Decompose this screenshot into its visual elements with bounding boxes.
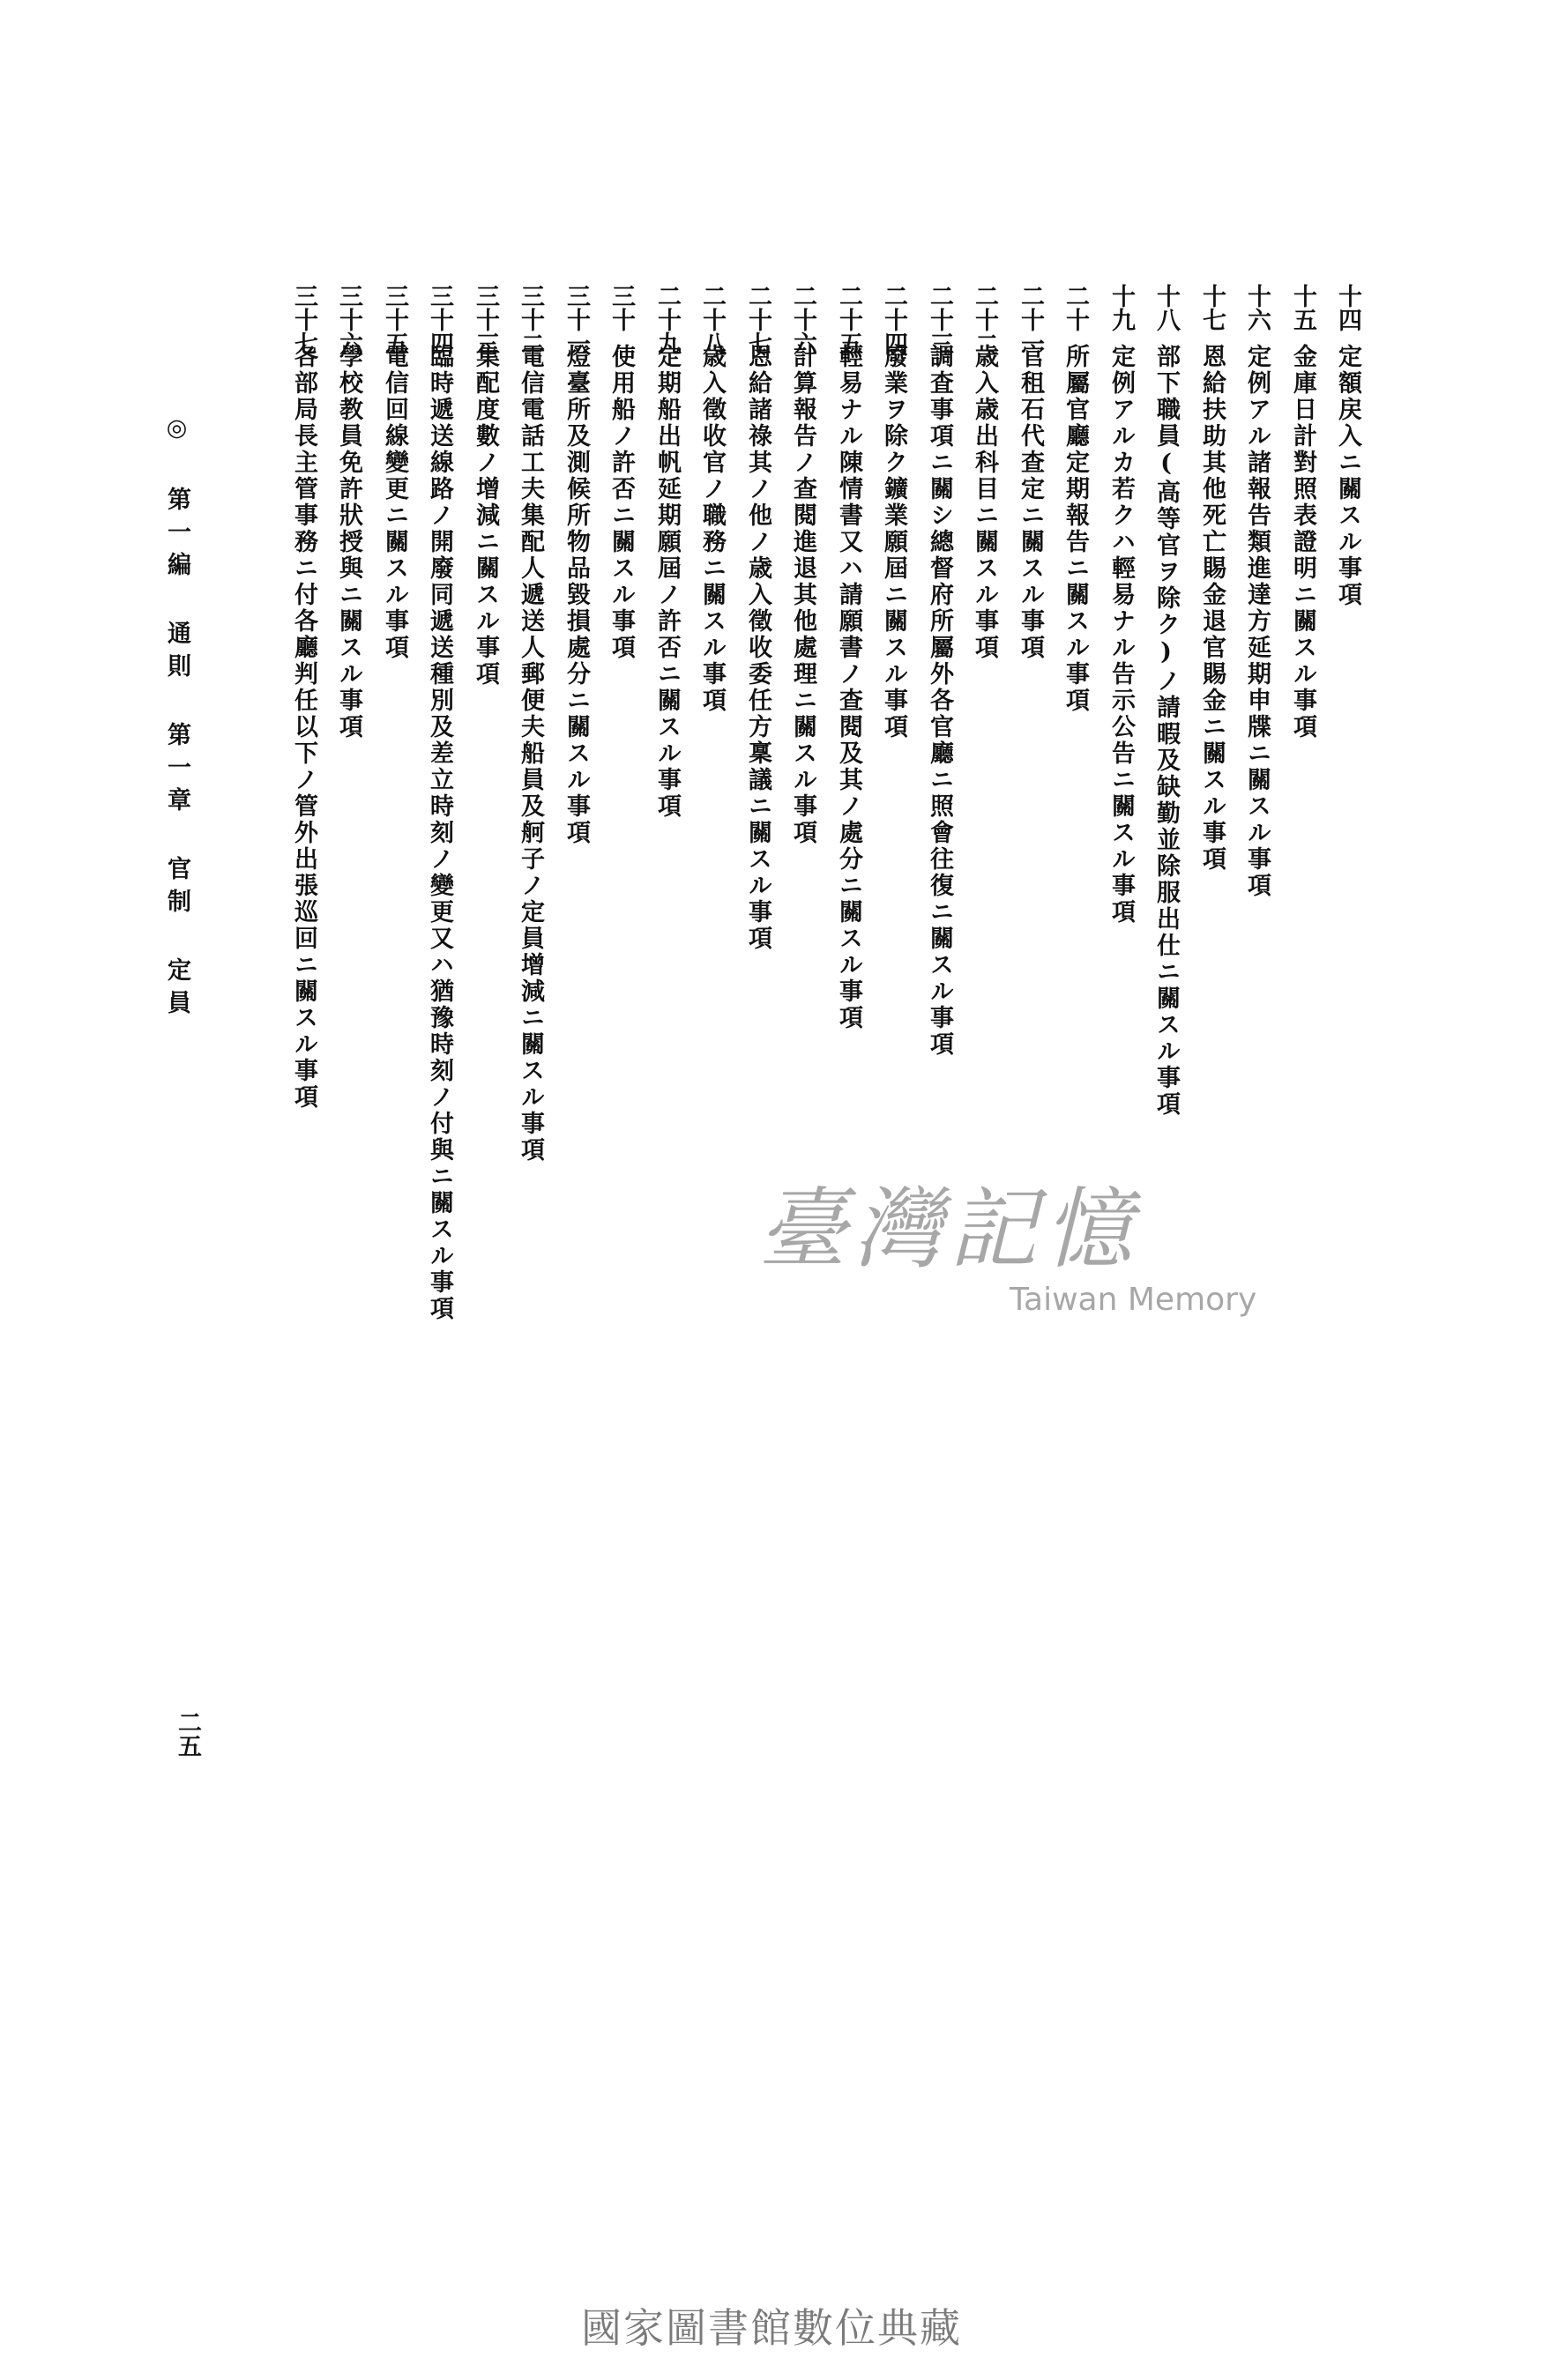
list-item [921, 284, 957, 1606]
list-item [1148, 284, 1183, 1606]
item-number: 二十三 [926, 284, 953, 355]
watermark-english: Taiwan Memory [1010, 1282, 1257, 1318]
item-text: 歳入歳出科目ニ關スル事項 [971, 344, 998, 661]
item-text: 臨時遞送線路ノ開廢同遞送種別及差立時刻ノ變更又ハ猶豫時刻ノ付與ニ關スル事項 [426, 344, 453, 1322]
list-item [421, 284, 457, 1606]
list-item [966, 284, 1002, 1606]
taiwan-memory-watermark [758, 1178, 1287, 1357]
item-text: 歳入徵收官ノ職務ニ關スル事項 [698, 344, 726, 714]
list-item [694, 284, 729, 1606]
item-text: 使用船ノ許否ニ關スル事項 [608, 344, 635, 661]
item-text: 所屬官廳定期報告ニ關スル事項 [1062, 344, 1089, 714]
item-text: 部下職員(高等官ヲ除ク)ノ請暇及缺勤並除服出仕ニ關スル事項 [1152, 344, 1180, 1118]
item-number: 三十四 [426, 284, 453, 355]
item-text: 定例アルカ若クハ輕易ナル告示公告ニ關スル事項 [1107, 344, 1135, 926]
list-item [876, 284, 911, 1606]
library-collection-mark: 國家圖書館數位典藏 [581, 2304, 962, 2352]
item-number: 二十九 [653, 284, 681, 355]
item-text: 電信電話工夫集配人遞送人郵便夫船員及舸子ノ定員增減ニ關スル事項 [517, 344, 544, 1164]
item-number: 十五 [1289, 284, 1316, 331]
item-number: 十四 [1334, 284, 1361, 331]
item-text: 定例アル諸報告類進達方延期申牒ニ關スル事項 [1243, 344, 1271, 899]
item-text: 調査事項ニ關シ總督府所屬外各官廳ニ照會往復ニ關スル事項 [926, 344, 953, 1058]
list-item [1285, 284, 1320, 1606]
item-number: 二十四 [880, 284, 907, 355]
list-item [512, 284, 548, 1606]
item-number: 十九 [1107, 284, 1135, 331]
item-text: 輕易ナル陳情書又ハ請願書ノ查閱及其ノ處分ニ關スル事項 [835, 344, 862, 1031]
list-item [1012, 284, 1047, 1606]
item-number: 三十一 [563, 284, 590, 355]
item-number: 十七 [1198, 284, 1226, 331]
item-text: 各部局長主管事務ニ付各廳判任以下ノ管外出張巡回ニ關スル事項 [290, 344, 317, 1111]
item-text: 金庫日計對照表證明ニ關スル事項 [1289, 344, 1316, 740]
watermark-chinese: 臺灣記憶 [758, 1178, 1139, 1281]
item-number: 二十 [1062, 284, 1089, 331]
list-item [558, 284, 593, 1606]
list-item [286, 284, 321, 1606]
item-number: 三十五 [381, 284, 408, 355]
page-number: 二五 [174, 1710, 201, 1758]
list-item [603, 284, 638, 1606]
list-item [1330, 284, 1365, 1606]
item-text: 電信回線變更ニ關スル事項 [381, 344, 408, 661]
list-item [467, 284, 503, 1606]
item-text: 集配度數ノ增減ニ關スル事項 [472, 344, 499, 688]
item-text: 學校教員免許狀授與ニ關スル事項 [335, 344, 362, 740]
item-text: 廢業ヲ除ク鑛業願屆ニ關スル事項 [880, 344, 907, 740]
running-footer: ◎ 第一編 通則 第一章 官制 定員 [163, 414, 190, 1023]
item-number: 二十一 [1017, 284, 1044, 355]
list-item [1194, 284, 1229, 1606]
item-number: 三十七 [290, 284, 317, 355]
list-item [785, 284, 820, 1606]
list-item [649, 284, 684, 1606]
item-text: 恩給諸祿其ノ他ノ歳入徵收委任方稟議ニ關スル事項 [744, 344, 772, 952]
list-item [1057, 284, 1092, 1606]
list-item [740, 284, 775, 1606]
item-text: 官租石代查定ニ關スル事項 [1017, 344, 1044, 661]
item-number: 十八 [1152, 284, 1180, 331]
item-number: 二十七 [744, 284, 772, 355]
list-item [376, 284, 412, 1606]
item-number: 二十五 [835, 284, 862, 355]
item-number: 十六 [1243, 284, 1271, 331]
item-text: 定額戻入ニ關スル事項 [1334, 344, 1361, 608]
item-number: 三十二 [517, 284, 544, 355]
item-number: 三十 [608, 284, 635, 331]
item-number: 二十二 [971, 284, 998, 355]
list-item [1239, 284, 1274, 1606]
list-item [1103, 284, 1138, 1606]
item-number: 二十八 [698, 284, 726, 355]
list-item [331, 284, 366, 1606]
item-text: 計算報告ノ查閱進退其他處理ニ關スル事項 [789, 344, 816, 846]
item-number: 二十六 [789, 284, 816, 355]
item-number: 三十六 [335, 284, 362, 355]
list-item [831, 284, 866, 1606]
item-text: 恩給扶助其他死亡賜金退官賜金ニ關スル事項 [1198, 344, 1226, 873]
item-number: 三十三 [472, 284, 499, 355]
item-text: 燈臺所及測候所物品毀損處分ニ關スル事項 [563, 344, 590, 846]
item-text: 定期船出帆延期願屆ノ許否ニ關スル事項 [653, 344, 681, 820]
